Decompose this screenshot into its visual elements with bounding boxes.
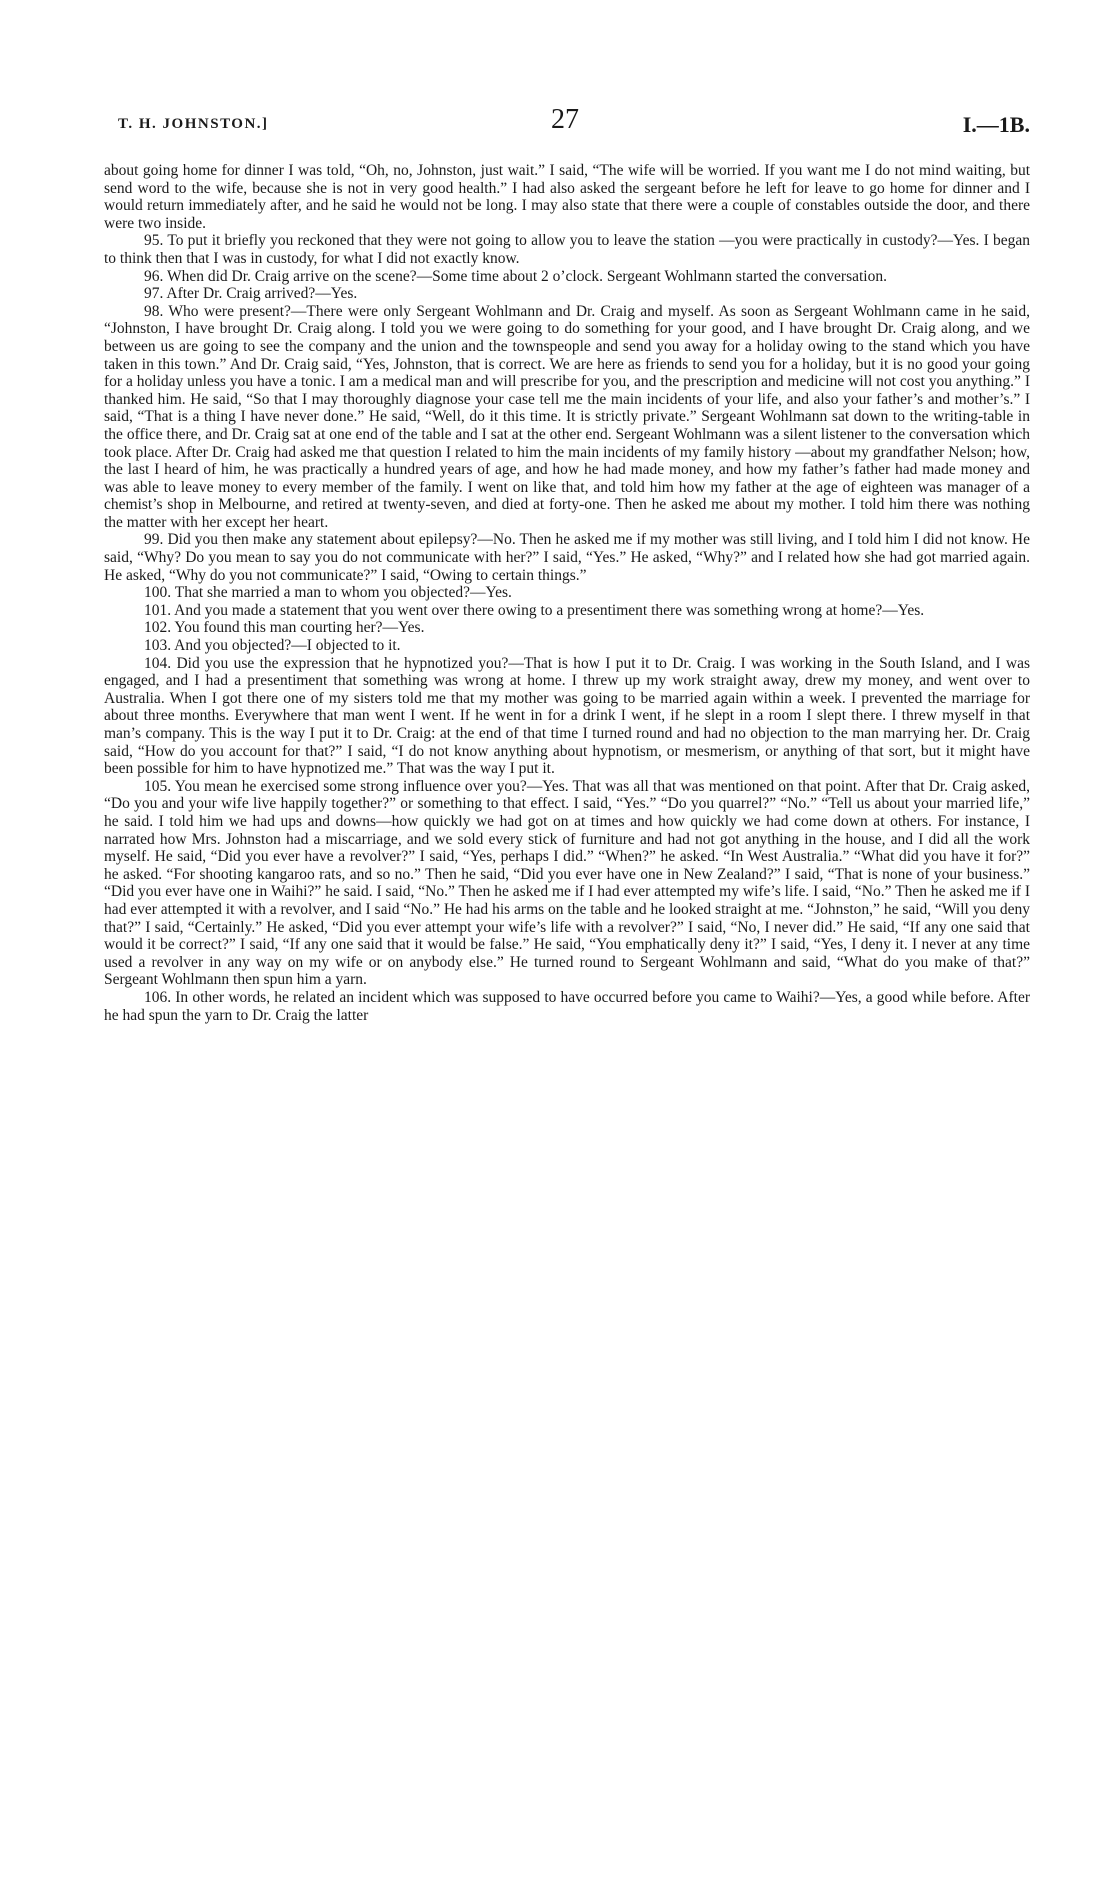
- paragraph-95: 95. To put it briefly you reckoned that they were not going to allow you to leave the station —you were practically in custody?—Yes. I began to think then that I was in custody, for what I did not exactly know.: [104, 232, 1030, 267]
- paragraph-101: 101. And you made a statement that you went over there owing to a presentiment there was something wrong at home?—Yes.: [144, 601, 925, 619]
- paragraph-105: 105. You mean he exercised some strong influence over you?—Yes. That was all that was mentioned on that point. After that Dr. Craig asked, “Do you and your wife live happily together?” or something to that effect. I said, “Yes.” “Do you quarrel?” “No.” “Tell us about your married life,” he said. I told him we had ups and downs—how quickly we had got on at times and how quickly we had come down at others. For instance, I narrated how Mrs. Johnston had a miscarriage, and we sold every stick of furniture and had not got anything in the house, and I did all the work myself. He said, “Did you ever have a revolver?” I said, “Yes, perhaps I did.” “When?” he asked. “In West Australia.” “What did you have it for?” he asked. “For shooting kangaroo rats, and so no.” Then he said, “Did you ever have one in New Zealand?” I said, “That is none of your business.” “Did you ever have one in Waihi?” he said. I said, “No.” Then he asked me if I had ever attempted my wife’s life. I said, “No.” Then he asked me if I had ever attempted it with a revolver, and I said “No.” He had his arms on the table and he looked straight at me. “Johnston,” he said, “Will you deny that?” I said, “Certainly.” He asked, “Did you ever attempt your wife’s life with a revolver?” I said, “No, I never did.” He said, “If any one said that would it be correct?” I said, “If any one said that it would be false.” He said, “You emphatically deny it?” I said, “Yes, I deny it. I never at any time used a revolver in any way on my wife or on anybody else.” He turned round to Sergeant Wohlmann and said, “What do you make of that?” Sergeant Wohlmann then spun him a yarn.: [104, 777, 1030, 989]
- paragraph-99: 99. Did you then make any statement about epilepsy?—No. Then he asked me if my mother was still living, and I told him I did not know. He said, “Why? Do you mean to say you do not communicate with her?” I said, “Yes.” He asked, “Why?” and I related how she had got married again. He asked, “Why do you not communicate?” I said, “Owing to certain things.”: [104, 531, 1030, 584]
- paragraph-104: 104. Did you use the expression that he hypnotized you?—That is how I put it to Dr. Craig. I was working in the South Island, and I was engaged, and I had a presentiment that something was wrong at home. I threw up my work straight away, drew my money, and went over to Australia. When I got there one of my sisters told me that my mother was going to be married again within a week. I prevented the marriage for about three months. Everywhere that man went I went. If he went in for a drink I went, if he slept in a room I slept there. I threw myself in that man’s company. This is the way I put it to Dr. Craig: at the end of that time I turned round and had no objection to the man marrying her. Dr. Craig said, “How do you account for that?” I said, “I do not know anything about hypnotism, or mesmerism, or anything of that sort, but it might have been possible for him to have hypnotized me.” That was the way I put it.: [104, 654, 1030, 778]
- document-page: [100, 100, 1030, 1024]
- paragraph-103: 103. And you objected?—I objected to it.: [144, 637, 401, 655]
- header-document-code: I.—1B.: [962, 112, 1030, 137]
- paragraph-97: 97. After Dr. Craig arrived?—Yes.: [144, 285, 358, 303]
- paragraph-102: 102. You found this man courting her?—Yes.: [144, 619, 425, 637]
- page-number: 27: [551, 104, 579, 135]
- body-text: [100, 162, 1030, 1024]
- paragraph-100: 100. That she married a man to whom you objected?—Yes.: [144, 584, 512, 602]
- paragraph-106: 106. In other words, he related an incident which was supposed to have occurred before you came to Waihi?—Yes, a good while before. After he had spun the yarn to Dr. Craig the latter: [104, 988, 1030, 1024]
- paragraph-98: 98. Who were present?—There were only Sergeant Wohlmann and Dr. Craig and myself. As soon as Sergeant Wohlmann came in he said, “Johnston, I have brought Dr. Craig along. I told you we were going to do something for your good, and I have brought Dr. Craig along, and we between us are going to see the company and the union and the townspeople and send you away for a holiday owing to the stand which you have taken in this town.” And Dr. Craig said, “Yes, Johnston, that is correct. We are here as friends to send you for a holiday, but it is no good your going for a holiday unless you have a tonic. I am a medical man and will prescribe for you, and the prescription and medicine will not cost you anything.” I thanked him. He said, “So that I may thoroughly diagnose your case tell me the main incidents of your life, and also your father’s and mother’s.” I said, “That is a thing I have never done.” He said, “Well, do it this time. It is strictly private.” Sergeant Wohlmann sat down to the writing-table in the office there, and Dr. Craig sat at one end of the table and I sat at the other end. Sergeant Wohlmann was a silent listener to the conversation which took place. After Dr. Craig had asked me that question I related to him the main incidents of my family history —about my grandfather Nelson; how, the last I heard of him, he was practically a hundred years of age, and how he had made money, and how my father’s father had made money and was able to leave money to every member of the family. I went on like that, and told him how my father at the age of eighteen was manager of a chemist’s shop in Melbourne, and retired at twenty-seven, and died at forty-one. Then he asked me about my mother. I told him there was nothing the matter with her except her heart.: [104, 302, 1030, 531]
- header-author: T. H. JOHNSTON.]: [118, 116, 269, 132]
- paragraph-96: 96. When did Dr. Craig arrive on the scene?—Some time about 2 o’clock. Sergeant Wohlmann started the conversation.: [144, 267, 887, 285]
- paragraph-continuation: about going home for dinner I was told, “Oh, no, Johnston, just wait.” I said, “The wife will be worried. If you want me I do not mind waiting, but send word to the wife, because she is not in very good health.” I had also asked the sergeant before he left for leave to go home for dinner and I would return immediately after, and he said he would not be long. I may also state that there were a couple of constables outside the door, and there were two inside.: [104, 162, 1030, 232]
- running-header: [100, 100, 1030, 148]
